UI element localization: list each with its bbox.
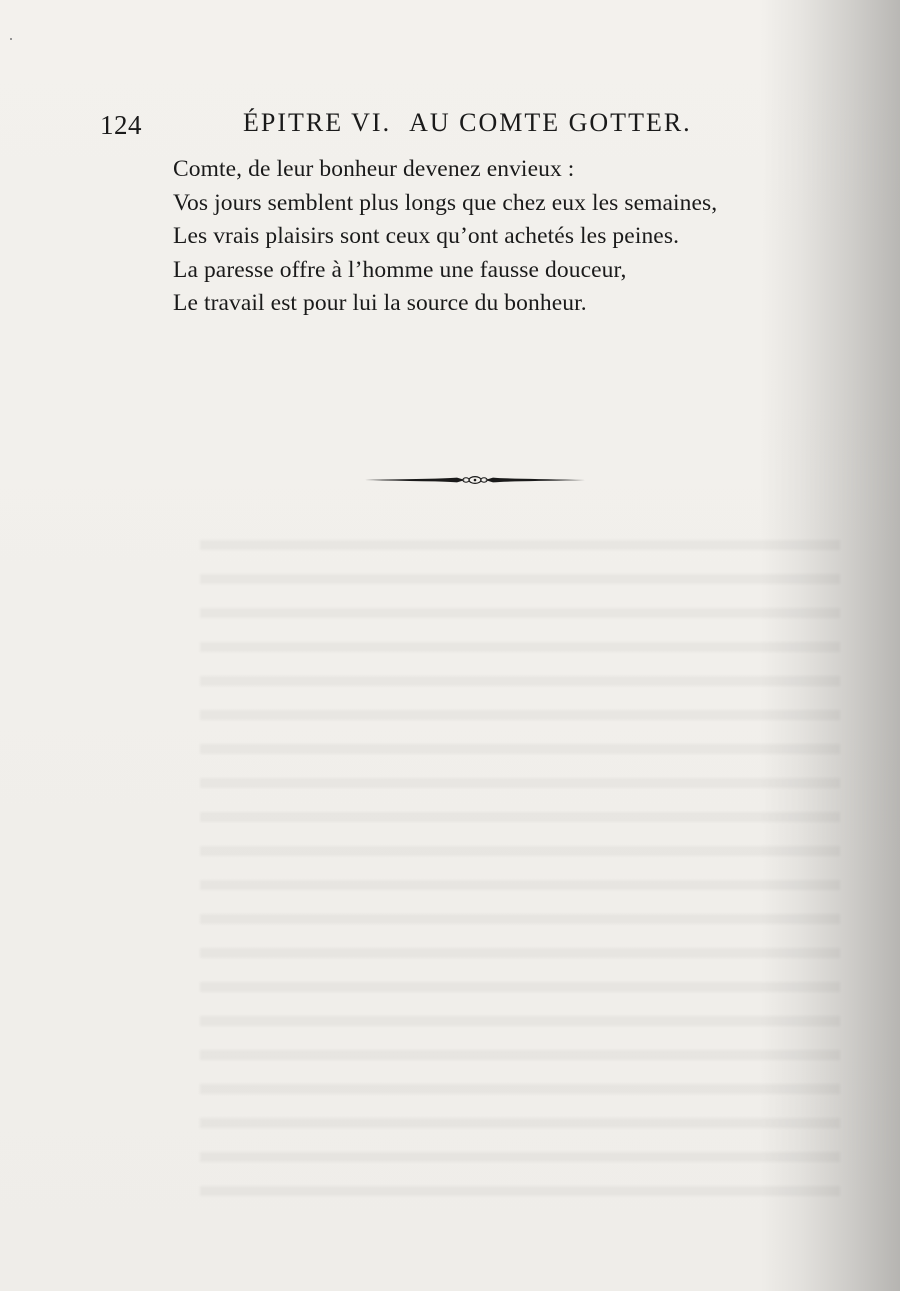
running-title-part1: ÉPITRE VI. [243, 108, 392, 137]
verse-line: Les vrais plaisirs sont ceux qu’ont achetés les peines. [173, 223, 680, 249]
verse-line: Vos jours semblent plus longs que chez eux les semaines, [173, 189, 718, 216]
verse-line: La paresse offre à l’homme une fausse douceur, [173, 256, 627, 283]
running-title [243, 108, 692, 138]
paper-speck [10, 38, 12, 40]
verse-line: Le travail est pour lui la source du bonheur. [173, 290, 587, 316]
tailpiece-ornament-icon [365, 473, 585, 487]
running-title-part2: AU COMTE GOTTER. [409, 108, 692, 137]
verse-block [173, 153, 813, 321]
page-number: 124 [100, 110, 142, 140]
show-through-texture [200, 520, 840, 1220]
running-header [100, 108, 740, 148]
verse-line: Comte, de leur bonheur devenez envieux : [173, 156, 575, 182]
